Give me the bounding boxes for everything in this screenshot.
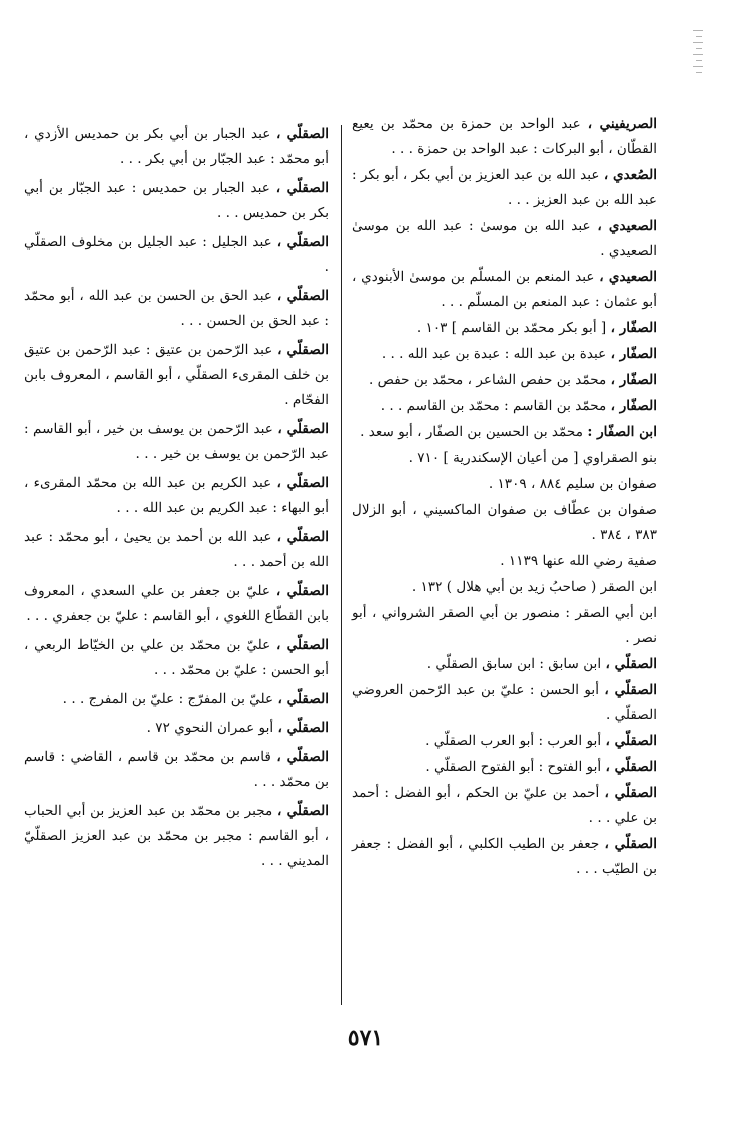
index-entry	[352, 678, 657, 728]
entry-text: عبد الله بن موسىٰ : عبد الله بن موسىٰ الصعيدي .	[352, 218, 657, 259]
entry-text: أبو العرب : أبو العرب الصقلّي .	[425, 733, 602, 749]
entry-head: الصفّار ،	[610, 372, 657, 388]
entry-head: الصقلّي ،	[277, 803, 329, 819]
entry-head: الصقلّي ،	[276, 637, 329, 653]
entry-text: عبد الله بن أحمد بن يحيىٰ ، أبو محمّد : عبد الله بن أحمد . . .	[24, 529, 329, 570]
entry-head: الصقلّي ،	[276, 126, 329, 142]
index-entry	[24, 716, 329, 741]
entry-head: الصقلّي ،	[277, 691, 329, 707]
entry-text: عليّ بن محمّد بن علي بن الخيّاط الربعي ، أبو الحسن : عليّ بن محمّد . . .	[24, 637, 329, 678]
index-entry	[352, 472, 657, 497]
entry-text: محمّد بن حفص الشاعر ، محمّد بن حفص .	[368, 372, 607, 388]
entry-head: الصقلّي ،	[605, 656, 657, 672]
entry-head: الصقلّي ،	[604, 785, 657, 801]
right-column	[352, 112, 657, 883]
entry-text: ابن أبي الصقر : منصور بن أبي الصقر الشرواني ، أبو نصر .	[352, 605, 657, 646]
entry-text: ابن الصقر ( صاحبُ زيد بن أبي هلال ) ١٣٢ .	[411, 579, 657, 595]
index-entry	[352, 446, 657, 471]
index-entry	[24, 525, 329, 575]
entry-text: أبو الفتوح : أبو الفتوح الصقلّي .	[425, 759, 602, 775]
index-entry	[352, 498, 657, 548]
entry-head: الصقلّي ،	[276, 475, 329, 491]
index-entry	[24, 338, 329, 413]
index-entry	[24, 633, 329, 683]
entry-text: محمّد بن الحسين بن الصفّار ، أبو سعد .	[360, 424, 583, 440]
entry-text: عبد الجليل : عبد الجليل بن مخلوف الصقلّي .	[24, 234, 329, 275]
entry-text: مجبر بن محمّد بن عبد العزيز بن أبي الحباب ، أبو القاسم : مجبر بن محمّد بن عبد العزيز الصقلّيّ المديني . . .	[24, 803, 329, 869]
index-entry	[352, 549, 657, 574]
index-entry	[24, 799, 329, 874]
entry-head: الصعيدي ،	[597, 218, 658, 234]
column-divider	[341, 125, 342, 1005]
entry-head: الصعيدي ،	[599, 269, 657, 285]
index-entry	[24, 176, 329, 226]
entry-head: الصقلّي ،	[604, 682, 657, 698]
entry-head: الصفّار ،	[610, 398, 657, 414]
entry-head: الصقلّي ،	[277, 342, 329, 358]
entry-head: الصقلّي ،	[276, 234, 329, 250]
index-entry	[24, 417, 329, 467]
entry-head: الصقلّي ،	[604, 836, 657, 852]
entry-text: بنو الصقراوي [ من أعيان الإسكندرية ] ٧١٠ .	[408, 450, 657, 466]
entry-text: صفوان بن عطّاف بن صفوان الماكسيني ، أبو الزلال ٣٨٣ ، ٣٨٤ .	[352, 502, 657, 543]
index-entry	[352, 832, 657, 882]
entry-head: الصقلّي ،	[275, 180, 329, 196]
entry-text: عبد الله بن عبد العزيز بن أبي بكر ، أبو بكر : عبد الله بن عبد العزيز . . .	[352, 167, 657, 208]
entry-head: الصقلّي ،	[277, 421, 329, 437]
entry-head: الصقلّي ،	[276, 529, 329, 545]
entry-text: جعفر بن الطيب الكلبي ، أبو الفضل : جعفر بن الطيّب . . .	[352, 836, 657, 877]
entry-text: [ أبو بكر محمّد بن القاسم ] ١٠٣ .	[416, 320, 607, 336]
entry-text: عبد الجبار بن أبي بكر بن حمديس الأزدي ، أبو محمّد : عبد الجبّار بن أبي بكر . . .	[24, 126, 329, 167]
index-entry	[24, 687, 329, 712]
index-entry	[352, 342, 657, 367]
entry-text: عبد المنعم بن المسلّم بن موسىٰ الأبنودي ، أبو عثمان : عبد المنعم بن المسلّم . . .	[352, 269, 657, 310]
entry-text: أحمد بن عليّ بن الحكم ، أبو الفضل : أحمد بن علي . . .	[352, 785, 657, 826]
index-entry	[352, 368, 657, 393]
left-column	[24, 122, 329, 878]
entry-head: الصقلّي ،	[276, 749, 330, 765]
index-entry	[24, 122, 329, 172]
index-entry	[352, 420, 657, 445]
entry-head: الصفّار ،	[610, 346, 657, 362]
index-entry	[352, 652, 657, 677]
entry-text: عبد الحق بن الحسن بن عبد الله ، أبو محمّد : عبد الحق بن الحسن . . .	[24, 288, 329, 329]
entry-text: محمّد بن القاسم : محمّد بن القاسم . . .	[380, 398, 607, 414]
index-entry	[352, 214, 657, 264]
page-number: ٥٧١	[347, 1025, 384, 1051]
entry-text: صفية رضي الله عنها ١١٣٩ .	[500, 553, 657, 569]
entry-head: الصقلّي ،	[276, 288, 329, 304]
entry-head: الصُعدي ،	[603, 167, 657, 183]
entry-head: الصريفيني ،	[587, 116, 657, 132]
entry-head: الصقلّي ،	[605, 759, 657, 775]
index-entry	[24, 471, 329, 521]
scan-edge-mark	[693, 30, 703, 100]
index-entry	[352, 729, 657, 754]
index-entry	[352, 112, 657, 162]
entry-text: أبو الحسن : عليّ بن عبد الرّحمن العروضي الصقلّي .	[352, 682, 657, 723]
index-entry	[352, 163, 657, 213]
index-entry	[352, 316, 657, 341]
entry-text: قاسم بن محمّد بن قاسم ، القاضي : قاسم بن محمّد . . .	[24, 749, 329, 790]
index-entry	[352, 265, 657, 315]
index-entry	[352, 575, 657, 600]
index-entry	[352, 601, 657, 651]
index-entry	[352, 781, 657, 831]
entry-text: عبد الرّحمن بن يوسف بن خير ، أبو القاسم : عبد الرّحمن بن يوسف بن خير . . .	[24, 421, 329, 462]
index-entry	[352, 394, 657, 419]
index-entry	[24, 230, 329, 280]
entry-head: الصفّار ،	[610, 320, 657, 336]
entry-text: صفوان بن سليم ٨٨٤ ، ١٣٠٩ .	[488, 476, 657, 492]
entry-text: عبد الكريم بن عبد الله بن محمّد المقرىء ، أبو البهاء : عبد الكريم بن عبد الله . . .	[24, 475, 329, 516]
entry-text: ابن سابق : ابن سابق الصقلّي .	[426, 656, 602, 672]
index-entry	[24, 745, 329, 795]
index-entry	[352, 755, 657, 780]
entry-text: عليّ بن المفرّج : عليّ بن المفرج . . .	[62, 691, 274, 707]
entry-head: الصقلّي ،	[275, 583, 329, 599]
entry-text: عبد الواحد بن حمزة بن محمّد بن يعيع القطّان ، أبو البركات : عبد الواحد بن حمزة . . .	[352, 116, 657, 157]
entry-text: أبو عمران النحوي ٧٢ .	[146, 720, 274, 736]
entry-text: عليّ بن جعفر بن علي السعدي ، المعروف بابن القطّاع اللغوي ، أبو القاسم : عليّ بن جعفري . . .	[24, 583, 329, 624]
entry-head: ابن الصفّار :	[587, 424, 657, 440]
entry-head: الصقلّي ،	[605, 733, 657, 749]
entry-text: عبد الجبار بن حمديس : عبد الجبّار بن أبي بكر بن حمديس . . .	[24, 180, 329, 221]
index-entry	[24, 579, 329, 629]
index-entry	[24, 284, 329, 334]
entry-head: الصقلّي ،	[277, 720, 329, 736]
entry-text: عبدة بن عبد الله : عبدة بن عبد الله . . .	[381, 346, 607, 362]
entry-text: عبد الرّحمن بن عتيق : عبد الرّحمن بن عتيق بن خلف المقرىء الصقلّي ، أبو القاسم ، المعروف بابن الفحّام .	[24, 342, 329, 408]
